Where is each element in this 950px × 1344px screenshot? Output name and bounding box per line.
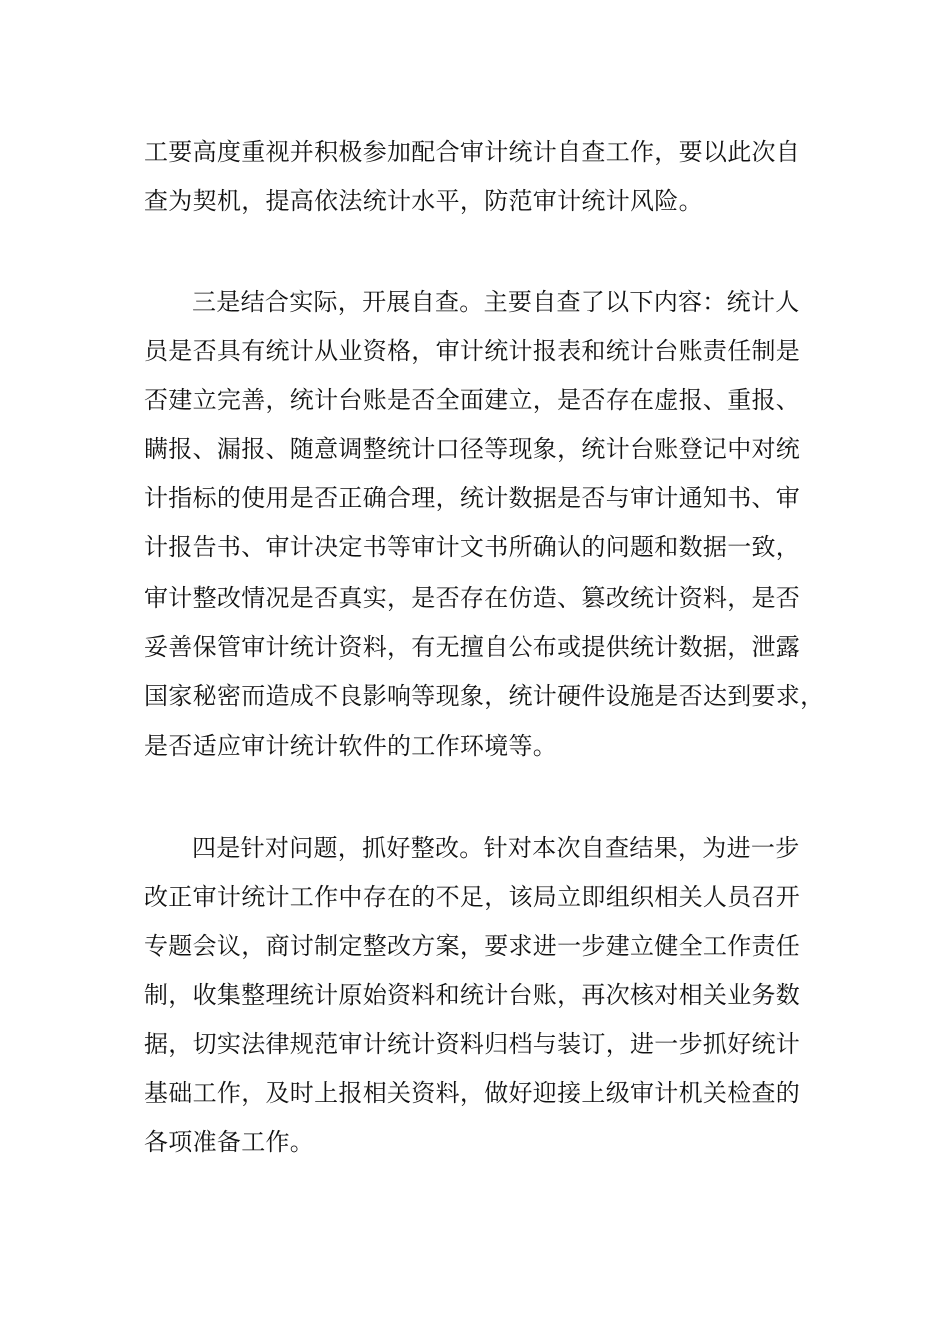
paragraph-line: 审计整改情况是否真实，是否存在仿造、篡改统计资料，是否 <box>144 584 801 612</box>
paragraph-line: 否建立完善，统计台账是否全面建立，是否存在虚报、重报、 <box>144 386 801 414</box>
paragraph-line: 查为契机，提高依法统计水平，防范审计统计风险。 <box>144 187 703 215</box>
paragraph-line: 是否适应审计统计软件的工作环境等。 <box>144 732 558 760</box>
paragraph-line: 改正审计统计工作中存在的不足，该局立即组织相关人员召开 <box>144 883 801 911</box>
paragraph-line: 计指标的使用是否正确合理，统计数据是否与审计通知书、审 <box>144 484 801 512</box>
paragraph-line: 专题会议，商讨制定整改方案，要求进一步建立健全工作责任 <box>144 932 801 960</box>
paragraph-line: 各项准备工作。 <box>144 1128 315 1156</box>
paragraph-line: 计报告书、审计决定书等审计文书所确认的问题和数据一致， <box>144 533 801 561</box>
paragraph-line: 基础工作，及时上报相关资料，做好迎接上级审计机关检查的 <box>144 1079 801 1107</box>
paragraph-line: 四是针对问题，抓好整改。针对本次自查结果，为进一步 <box>192 834 800 862</box>
paragraph-line: 三是结合实际，开展自查。主要自查了以下内容：统计人 <box>192 288 800 316</box>
paragraph-line: 员是否具有统计从业资格，审计统计报表和统计台账责任制是 <box>144 337 801 365</box>
paragraph-line: 据，切实法律规范审计统计资料归档与装订，进一步抓好统计 <box>144 1030 801 1058</box>
paragraph-line: 国家秘密而造成不良影响等现象，统计硬件设施是否达到要求， <box>144 682 825 710</box>
paragraph-line: 妥善保管审计统计资料，有无擅自公布或提供统计数据，泄露 <box>144 633 801 661</box>
paragraph-line: 工要高度重视并积极参加配合审计统计自查工作，要以此次自 <box>144 138 801 166</box>
paragraph-line: 瞒报、漏报、随意调整统计口径等现象，统计台账登记中对统 <box>144 435 801 463</box>
paragraph-line: 制，收集整理统计原始资料和统计台账，再次核对相关业务数 <box>144 981 801 1009</box>
